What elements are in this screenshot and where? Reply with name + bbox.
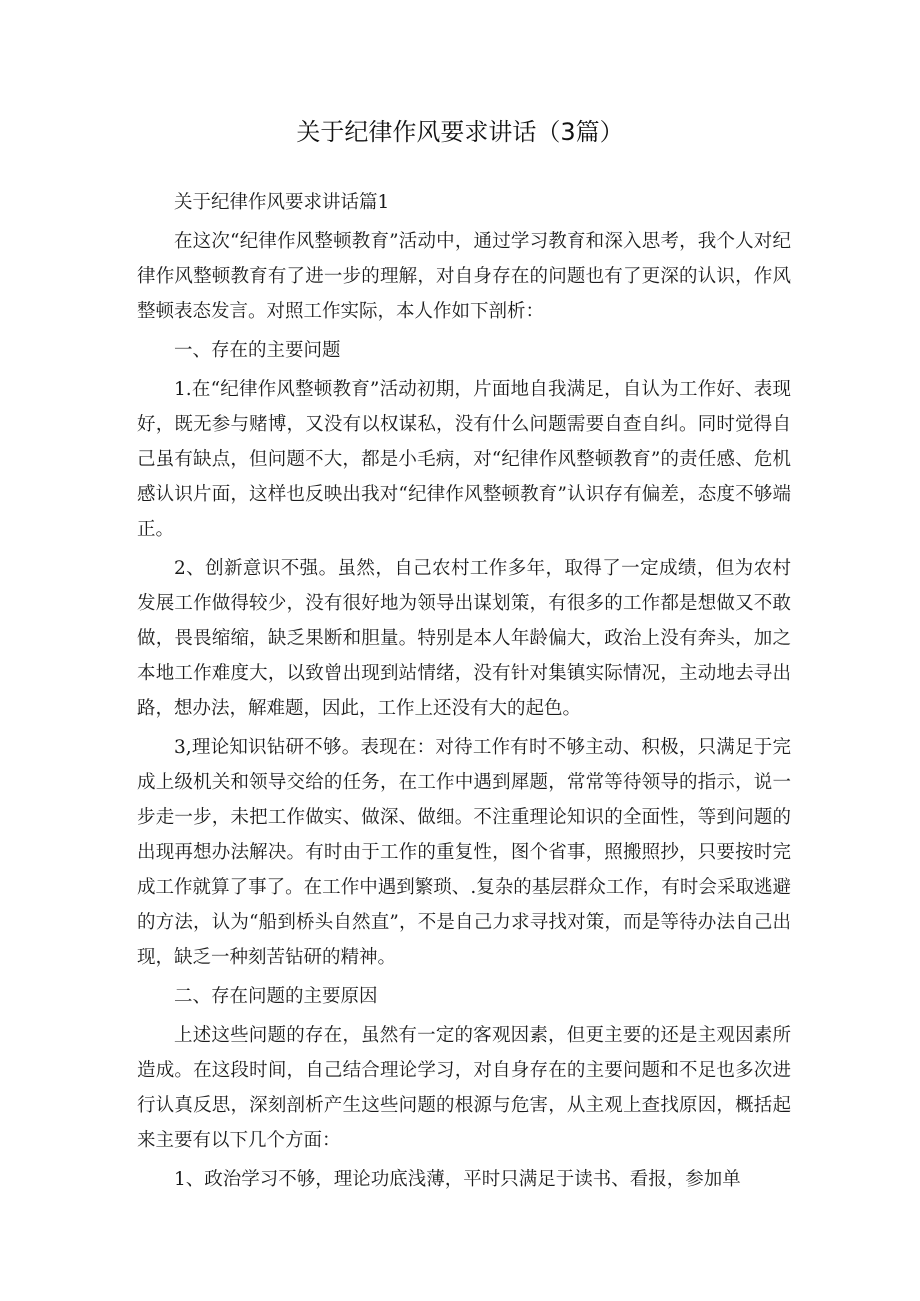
paragraph-problem-3: 3,理论知识钻研不够。表现在：对待工作有时不够主动、积极，只满足于完成上级机关和领导交给的任务，在工作中遇到犀题，常常等待领导的指示，说一步走一步，未把工作做实、做深、做细。不注重理论知识的全面性，等到问题的出现再想办法解决。有时由于工作的重复性，图个省事，照搬照抄，只要按时完成工作就算了事了。在工作中遇到繁琐、.复杂的基层群众工作，有时会采取逃避的方法，认为“船到桥头自然直”，不是自己力求寻找对策，而是等待办法自己出现，缺乏一种刻苦钻研的精神。 — [137, 737, 791, 968]
section-heading-part1: 关于纪律作风要求讲话篇1 — [174, 192, 390, 213]
paragraph-cause-1: 1、政治学习不够，理论功底浅薄，平时只满足于读书、看报，参加单 — [174, 1169, 741, 1190]
section-heading-causes: 二、存在问题的主要原因 — [174, 986, 378, 1007]
document-title: 关于纪律作风要求讲话（3篇） — [296, 118, 624, 146]
paragraph-problem-2: 2、创新意识不强。虽然，自己农村工作多年，取得了一定成绩，但为农村发展工作做得较少，没有很好地为领导出谋划策，有很多的工作都是想做又不敢做，畏畏缩缩，缺乏果断和胆量。特别是本人年龄偏大，政治上没有奔头，加之本地工作难度大，以致曾出现到站情绪，没有针对集镇实际情况，主动地去寻出路，想办法，解难题，因此，工作上还没有大的起色。 — [137, 558, 791, 719]
document-body — [137, 185, 791, 1201]
section-heading-problems: 一、存在的主要问题 — [174, 340, 341, 361]
paragraph-causes-intro: 上述这些问题的存在，虽然有一定的客观因素，但更主要的还是主观因素所造成。在这段时间，自己结合理论学习，对自身存在的主要问题和不足也多次进行认真反思，深刻剖析产生这些问题的根源与危害，从主观上查找原因，概括起来主要有以下几个方面： — [137, 1025, 791, 1151]
paragraph-problem-1: 1.在“纪律作风整顿教育”活动初期，片面地自我满足，自认为工作好、表现好，既无参与赌博，又没有以权谋私，没有什么问题需要自查自纠。同时觉得自己虽有缺点，但问题不大，都是小毛病，对“纪律作风整顿教育”的责任感、危机感认识片面，这样也反映出我对“纪律作风整顿教育”认识存有偏差，态度不够端正。 — [137, 379, 791, 540]
paragraph-intro: 在这次“纪律作风整顿教育”活动中，通过学习教育和深入思考，我个人对纪律作风整顿教育有了进一步的理解，对自身存在的问题也有了更深的认识，作风整顿表态发言。对照工作实际，本人作如下剖析： — [137, 231, 791, 322]
